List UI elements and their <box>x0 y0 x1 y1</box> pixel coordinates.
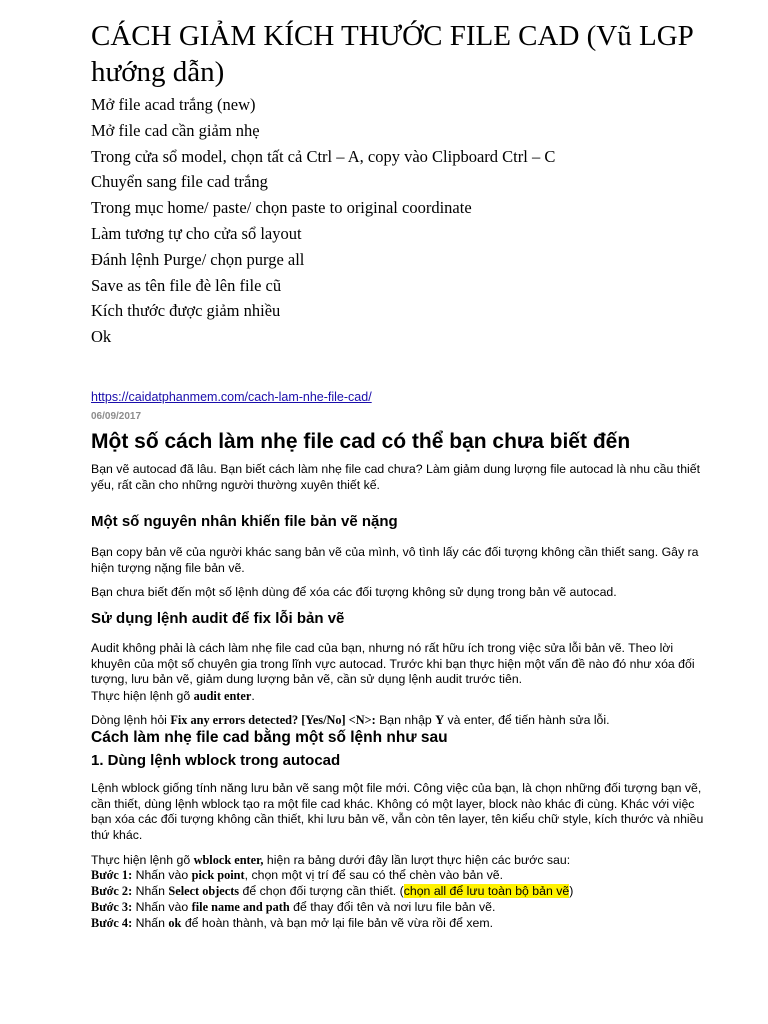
list-item: Trong cửa sổ model, chọn tất cả Ctrl – A, copy vào Clipboard Ctrl – C <box>91 146 556 166</box>
command-keyword: wblock enter, <box>193 853 264 867</box>
command-line <box>91 689 255 705</box>
step-text: Nhấn <box>132 884 169 898</box>
section-paragraph: Bạn copy bản vẽ của người khác sang bản vẽ của mình, vô tình lấy các đối tượng không cần thiết sang. Gây ra hiện tượng nặng file bản vẽ. <box>91 545 699 575</box>
step-keyword: Select objects <box>168 884 240 898</box>
section-paragraph: Bạn chưa biết đến một số lệnh dùng để xóa các đối tượng không sử dụng trong bản vẽ autocad. <box>91 585 617 599</box>
step-text: để hoàn thành, và bạn mở lại file bản vẽ vừa rồi để xem. <box>181 916 494 930</box>
list-item: Trong mục home/ paste/ chọn paste to original coordinate <box>91 198 472 218</box>
step-text: ) <box>569 884 574 898</box>
page-title: CÁCH GIẢM KÍCH THƯỚC FILE CAD (Vũ LGP hướng dẫn) <box>91 20 693 88</box>
command-prefix: Thực hiện lệnh gõ <box>91 689 194 703</box>
list-item: Làm tương tự cho cửa sổ layout <box>91 223 302 243</box>
step-text: Nhấn vào <box>132 900 192 914</box>
step-label: Bước 4: <box>91 916 133 930</box>
step-line <box>91 884 573 900</box>
step-line <box>91 900 495 916</box>
step-text: Nhấn vào <box>132 868 192 882</box>
section-heading: 1. Dùng lệnh wblock trong autocad <box>91 752 341 769</box>
steps-list <box>91 92 555 350</box>
list-item: Đánh lệnh Purge/ chọn purge all <box>91 249 305 269</box>
prompt-key: Y <box>435 713 445 727</box>
command-prefix: Thực hiện lệnh gõ <box>91 853 194 867</box>
section-paragraph: Audit không phải là cách làm nhẹ file cad của bạn, nhưng nó rất hữu ích trong việc sửa lỗi bản vẽ. Theo lời khuyên của một số chuyên gia trong lĩnh vực autocad. Trước khi bạn thực hiện một vấn đề nào đó như xóa đối tượng, lưu bản vẽ, giảm dung lượng bản vẽ, cần sử dụng lệnh audit trước tiên. <box>91 641 695 686</box>
list-item: Mở file acad trắng (new) <box>91 95 256 114</box>
step-label: Bước 2: <box>91 884 133 898</box>
section-heading: Một số nguyên nhân khiến file bản vẽ nặng <box>91 513 398 530</box>
command-keyword: audit enter <box>193 689 252 703</box>
post-date: 06/09/2017 <box>91 411 142 422</box>
command-suffix: hiện ra bảng dưới đây lần lượt thực hiện các bước sau: <box>263 853 571 867</box>
step-line <box>91 916 493 932</box>
list-item: Save as tên file đè lên file cũ <box>91 275 282 295</box>
step-text: để chọn đối tượng cần thiết. ( <box>239 884 404 898</box>
step-text: , chọn một vị trí để sau có thể chèn vào bản vẽ. <box>244 868 504 882</box>
step-text: Nhấn <box>132 916 169 930</box>
step-keyword: file name and path <box>191 900 290 914</box>
step-label: Bước 1: <box>91 868 133 882</box>
prompt-keyword: Fix any errors detected? [Yes/No] <N>: <box>170 713 376 727</box>
article-title: Một số cách làm nhẹ file cad có thể bạn chưa biết đến <box>91 430 631 453</box>
prompt-line <box>91 713 610 729</box>
list-item: Ok <box>91 327 112 347</box>
section-paragraph: Lệnh wblock giống tính năng lưu bản vẽ sang một file mới. Công việc của bạn, là chọn những đối tượng bạn vẽ, cần thiết, dùng lệnh wblock tạo ra một file cad khác. Không có một layer, block nào khác đi cùng. Khác với việc bạn xóa các đối tượng không cần thiết, khi lưu bản vẽ, vẫn còn tên layer, tên kiểu chữ style, kích thước và nhiều thứ khác. <box>91 781 704 842</box>
prompt-mid: Bạn nhập <box>375 713 436 727</box>
section-heading: Cách làm nhẹ file cad bằng một số lệnh như sau <box>91 729 448 746</box>
step-text: để thay đổi tên và nơi lưu file bản vẽ. <box>289 900 496 914</box>
source-link[interactable]: https://caidatphanmem.com/cach-lam-nhe-file-cad/ <box>91 390 372 404</box>
command-suffix: . <box>251 689 255 703</box>
step-label: Bước 3: <box>91 900 133 914</box>
list-item: Kích thước được giảm nhiều <box>91 301 281 321</box>
prompt-suffix: và enter, để tiến hành sửa lỗi. <box>444 713 610 727</box>
list-item: Chuyển sang file cad trắng <box>91 172 268 192</box>
prompt-prefix: Dòng lệnh hỏi <box>91 713 171 727</box>
highlighted-text: chọn all để lưu toàn bộ bản vẽ <box>403 884 570 898</box>
section-heading: Sử dụng lệnh audit để fix lỗi bản vẽ <box>91 610 345 627</box>
step-keyword: pick point <box>191 868 245 882</box>
command-line <box>91 853 570 869</box>
list-item: Mở file cad cần giảm nhẹ <box>91 120 260 140</box>
step-line <box>91 868 503 884</box>
article-intro: Bạn vẽ autocad đã lâu. Bạn biết cách làm nhẹ file cad chưa? Làm giảm dung lượng file autocad là nhu cầu thiết yếu, rất cần cho những người thường xuyên thiết kế. <box>91 462 701 492</box>
step-keyword: ok <box>168 916 182 930</box>
